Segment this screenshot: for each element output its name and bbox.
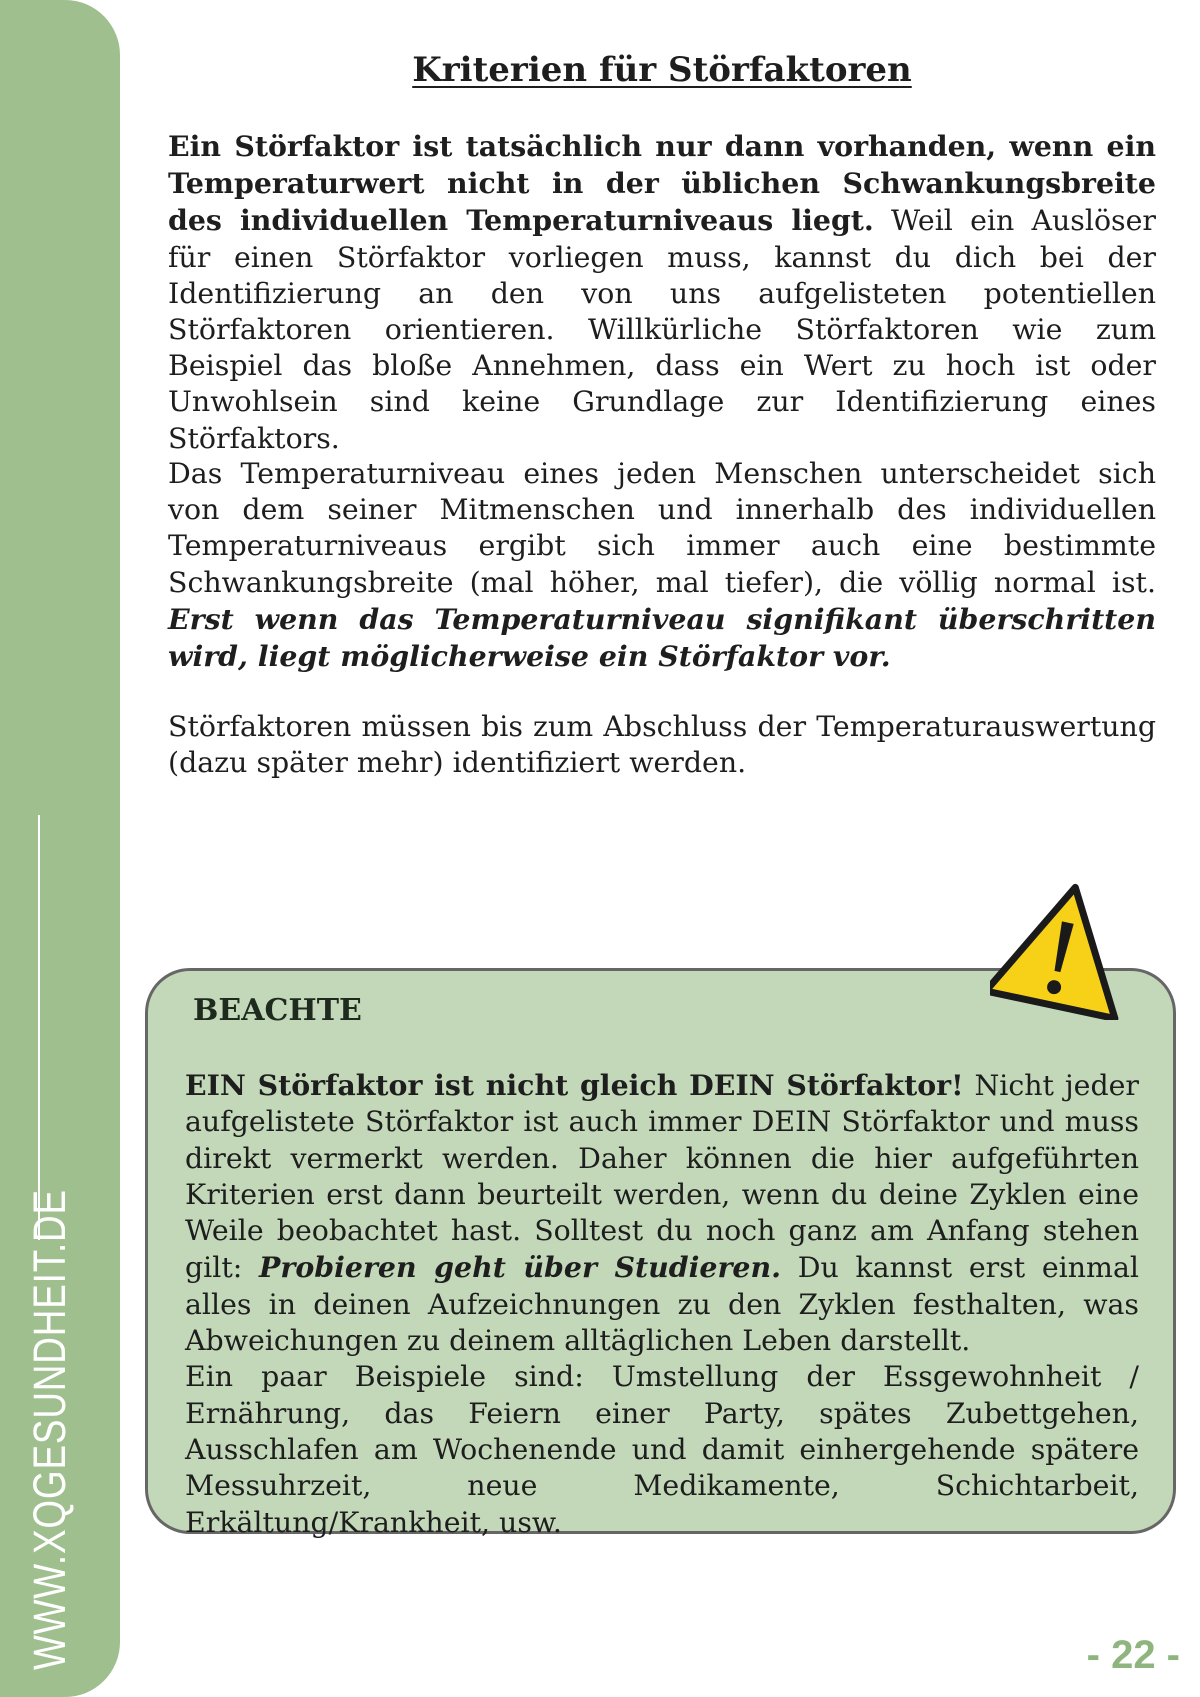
paragraph-temperature-level-text: Das Temperaturniveau eines jeden Menschen unterscheidet sich von dem seiner Mitmenschen und innerhalb des individuellen Temperaturniveaus ergibt sich immer auch eine bestimmte Schwankungsbreite (mal höher, mal tiefer), die völlig normal ist. bbox=[168, 457, 1156, 599]
page-number: - 22 - bbox=[1086, 1633, 1180, 1677]
sidebar-divider bbox=[38, 815, 40, 1240]
warning-triangle-icon bbox=[990, 878, 1135, 1020]
note-body bbox=[185, 1067, 1139, 1541]
paragraph-criteria-text: Weil ein Auslöser für einen Störfaktor vorliegen muss, kannst du dich bei der Identifizierung an den von uns aufgelisteten potentiellen Störfaktoren orientieren. Willkürliche Störfaktoren wie zum Beispiel das bloße Annehmen, dass ein Wert zu hoch ist oder Unwohlsein sind keine Grundlage zur Identifizierung eines Störfaktors. bbox=[168, 204, 1156, 455]
note-text-part1: Nicht jeder aufgelistete Störfaktor ist auch immer DEIN Störfaktor und muss direkt vermerkt werden. Daher können die hier aufgeführten Kriterien erst dann beurteilt werden, wenn du deine Zyklen eine Weile beobachtet hast. Solltest du noch ganz am Anfang stehen gilt: bbox=[185, 1069, 1139, 1285]
website-url: WWW.XQGESUNDHEIT.DE bbox=[24, 1189, 75, 1670]
sidebar bbox=[0, 0, 120, 1697]
note-text-part2: Du kannst erst einmal alles in deinen Aufzeichnungen zu den Zyklen festhalten, was Abweichungen zu deinem alltäglichen Leben darstellt. bbox=[185, 1251, 1139, 1358]
note-lead: EIN Störfaktor ist nicht gleich DEIN Störfaktor! bbox=[185, 1068, 964, 1102]
paragraph-criteria-lead: Ein Störfaktor ist tatsächlich nur dann vorhanden, wenn ein Temperaturwert nicht in der üblichen Schwankungsbreite des individuellen Temperaturniveaus liegt. bbox=[168, 129, 1156, 238]
note-paragraph-main bbox=[185, 1067, 1139, 1359]
paragraph-temperature-level-emphasis: Erst wenn das Temperaturniveau signifikant überschritten wird, liegt möglicherweise ein Störfaktor vor. bbox=[168, 601, 1156, 674]
note-examples: Ein paar Beispiele sind: Umstellung der Essgewohnheit / Ernährung, das Feiern einer Party, spätes Zubettgehen, Ausschlafen am Wochenende und damit einhergehende spätere Messuhrzeit, neue Medikamente, Schichtarbeit, Erkältung/Krankheit, usw. bbox=[185, 1360, 1139, 1539]
paragraph-criteria bbox=[168, 128, 1156, 457]
note-title: BEACHTE bbox=[193, 993, 362, 1028]
note-emphasis: Probieren geht über Studieren. bbox=[259, 1250, 781, 1285]
paragraph-temperature-level bbox=[168, 456, 1156, 675]
paragraph-identification: Störfaktoren müssen bis zum Abschluss der Temperaturauswertung (dazu später mehr) identifiziert werden. bbox=[168, 710, 1156, 780]
page-title: Kriterien für Störfaktoren bbox=[412, 50, 912, 90]
